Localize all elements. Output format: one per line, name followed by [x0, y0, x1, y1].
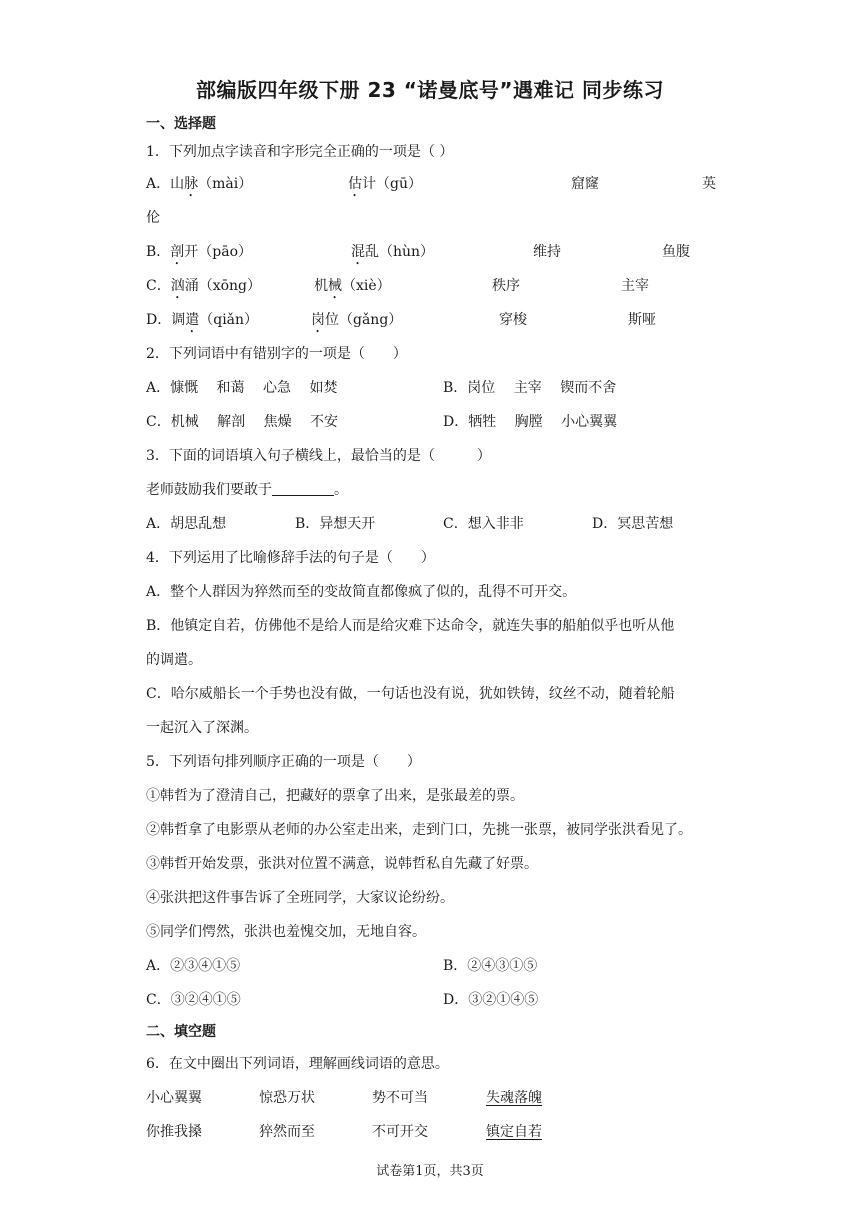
- q3-option-a: A．胡思乱想: [146, 516, 227, 532]
- question-3-stem: 3．下面的词语填入句子横线上，最恰当的是（ ）: [146, 448, 491, 464]
- q5-sentence-2: ②韩哲拿了电影票从老师的办公室走出来，走到门口，先挑一张票，被同学张洪看见了。: [146, 822, 692, 838]
- section-heading-choice: 一、选择题: [146, 116, 216, 132]
- q5-sentence-4: ④张洪把这件事告诉了全班同学，大家议论纷纷。: [146, 890, 454, 906]
- q1-option-d-word2: 岗位（gǎng）: [311, 312, 403, 328]
- section-heading-fill: 二、填空题: [146, 1024, 216, 1040]
- q6-word: 猝然而至: [259, 1124, 315, 1140]
- q5-option-a: A．②③④①⑤: [146, 958, 241, 974]
- q1-option-d-word4: 斯哑: [628, 312, 656, 328]
- q6-word: 不可开交: [372, 1124, 428, 1140]
- q1-option-a: A．山脉（mài）: [146, 176, 253, 192]
- answer-blank: [272, 481, 334, 496]
- question-4-stem: 4．下列运用了比喻修辞手法的句子是（ ）: [146, 550, 435, 566]
- question-5-stem: 5．下列语句排列顺序正确的一项是（ ）: [146, 754, 421, 770]
- page-title: 部编版四年级下册 23 “诺曼底号”遇难记 同步练习: [195, 78, 664, 102]
- q5-sentence-1: ①韩哲为了澄清自己，把藏好的票拿了出来，是张最差的票。: [146, 788, 524, 804]
- q2-option-a: A．慷慨 和蔼 心急 如焚: [146, 380, 338, 396]
- q4-option-c-line1: C．哈尔威船长一个手势也没有做，一句话也没有说，犹如铁铸，纹丝不动，随着轮船: [146, 686, 675, 702]
- q1-option-c-word2: 机械（xiè）: [314, 278, 391, 294]
- page-footer: 试卷第1页，共3页: [376, 1164, 484, 1179]
- q1-option-b-word2: 混乱（hùn）: [351, 244, 435, 260]
- q1-option-c-word4: 主宰: [621, 278, 649, 294]
- q6-word: 惊恐万状: [259, 1090, 315, 1106]
- q1-option-b: B．剖开（pāo）: [146, 244, 253, 260]
- q4-option-b-line1: B．他镇定自若，仿佛他不是给人而是给灾难下达命令，就连失事的船舶似乎也听从他: [146, 618, 675, 634]
- question-2-stem: 2．下列词语中有错别字的一项是（ ）: [146, 346, 407, 362]
- q1-option-a-wrap: 伦: [146, 210, 160, 226]
- q3-option-b: B．异想天开: [295, 516, 376, 532]
- q4-option-b-line2: 的调遣。: [146, 652, 202, 668]
- q1-option-b-word4: 鱼腹: [662, 244, 690, 260]
- q6-word: 势不可当: [372, 1090, 428, 1106]
- q2-option-c: C．机械 解剖 焦燥 不安: [146, 414, 339, 430]
- q1-option-c-word3: 秩序: [492, 278, 520, 294]
- q6-word: 小心翼翼: [146, 1090, 202, 1106]
- q4-option-a: A．整个人群因为猝然而至的变故简直都像疯了似的，乱得不可开交。: [146, 584, 577, 600]
- question-6-stem: 6．在文中圈出下列词语，理解画线词语的意思。: [146, 1056, 449, 1072]
- q3-option-d: D．冥思苦想: [592, 516, 674, 532]
- q1-option-a-word3: 窟窿: [571, 176, 599, 192]
- q1-option-a-word4: 英: [702, 176, 716, 192]
- q5-option-d: D．③②①④⑤: [443, 992, 539, 1008]
- q1-option-d: D．调遣（qiǎn）: [146, 312, 259, 328]
- q4-option-c-line2: 一起沉入了深渊。: [146, 720, 258, 736]
- q1-option-b-word3: 维持: [533, 244, 561, 260]
- q6-word-underlined: 失魂落魄: [486, 1090, 542, 1106]
- q2-option-b: B．岗位 主宰 锲而不舍: [443, 380, 617, 396]
- q6-word-underlined: 镇定自若: [486, 1124, 542, 1140]
- q5-sentence-3: ③韩哲开始发票，张洪对位置不满意，说韩哲私自先藏了好票。: [146, 856, 538, 872]
- q1-option-a-word2: 估计（gū）: [348, 176, 422, 192]
- q6-word: 你推我搡: [146, 1124, 202, 1140]
- q5-sentence-5: ⑤同学们愕然，张洪也羞愧交加，无地自容。: [146, 924, 426, 940]
- q3-option-c: C．想入非非: [443, 516, 524, 532]
- q2-option-d: D．牺牲 胸膛 小心翼翼: [443, 414, 618, 430]
- q3-sentence: 老师鼓励我们要敢于 。: [146, 482, 348, 498]
- q5-option-b: B．②④③①⑤: [443, 958, 538, 974]
- q5-option-c: C．③②④①⑤: [146, 992, 241, 1008]
- question-1-stem: 1．下列加点字读音和字形完全正确的一项是（ ）: [146, 144, 454, 160]
- q1-option-d-word3: 穿梭: [499, 312, 527, 328]
- q1-option-c: C．汹涌（xōng）: [146, 278, 262, 294]
